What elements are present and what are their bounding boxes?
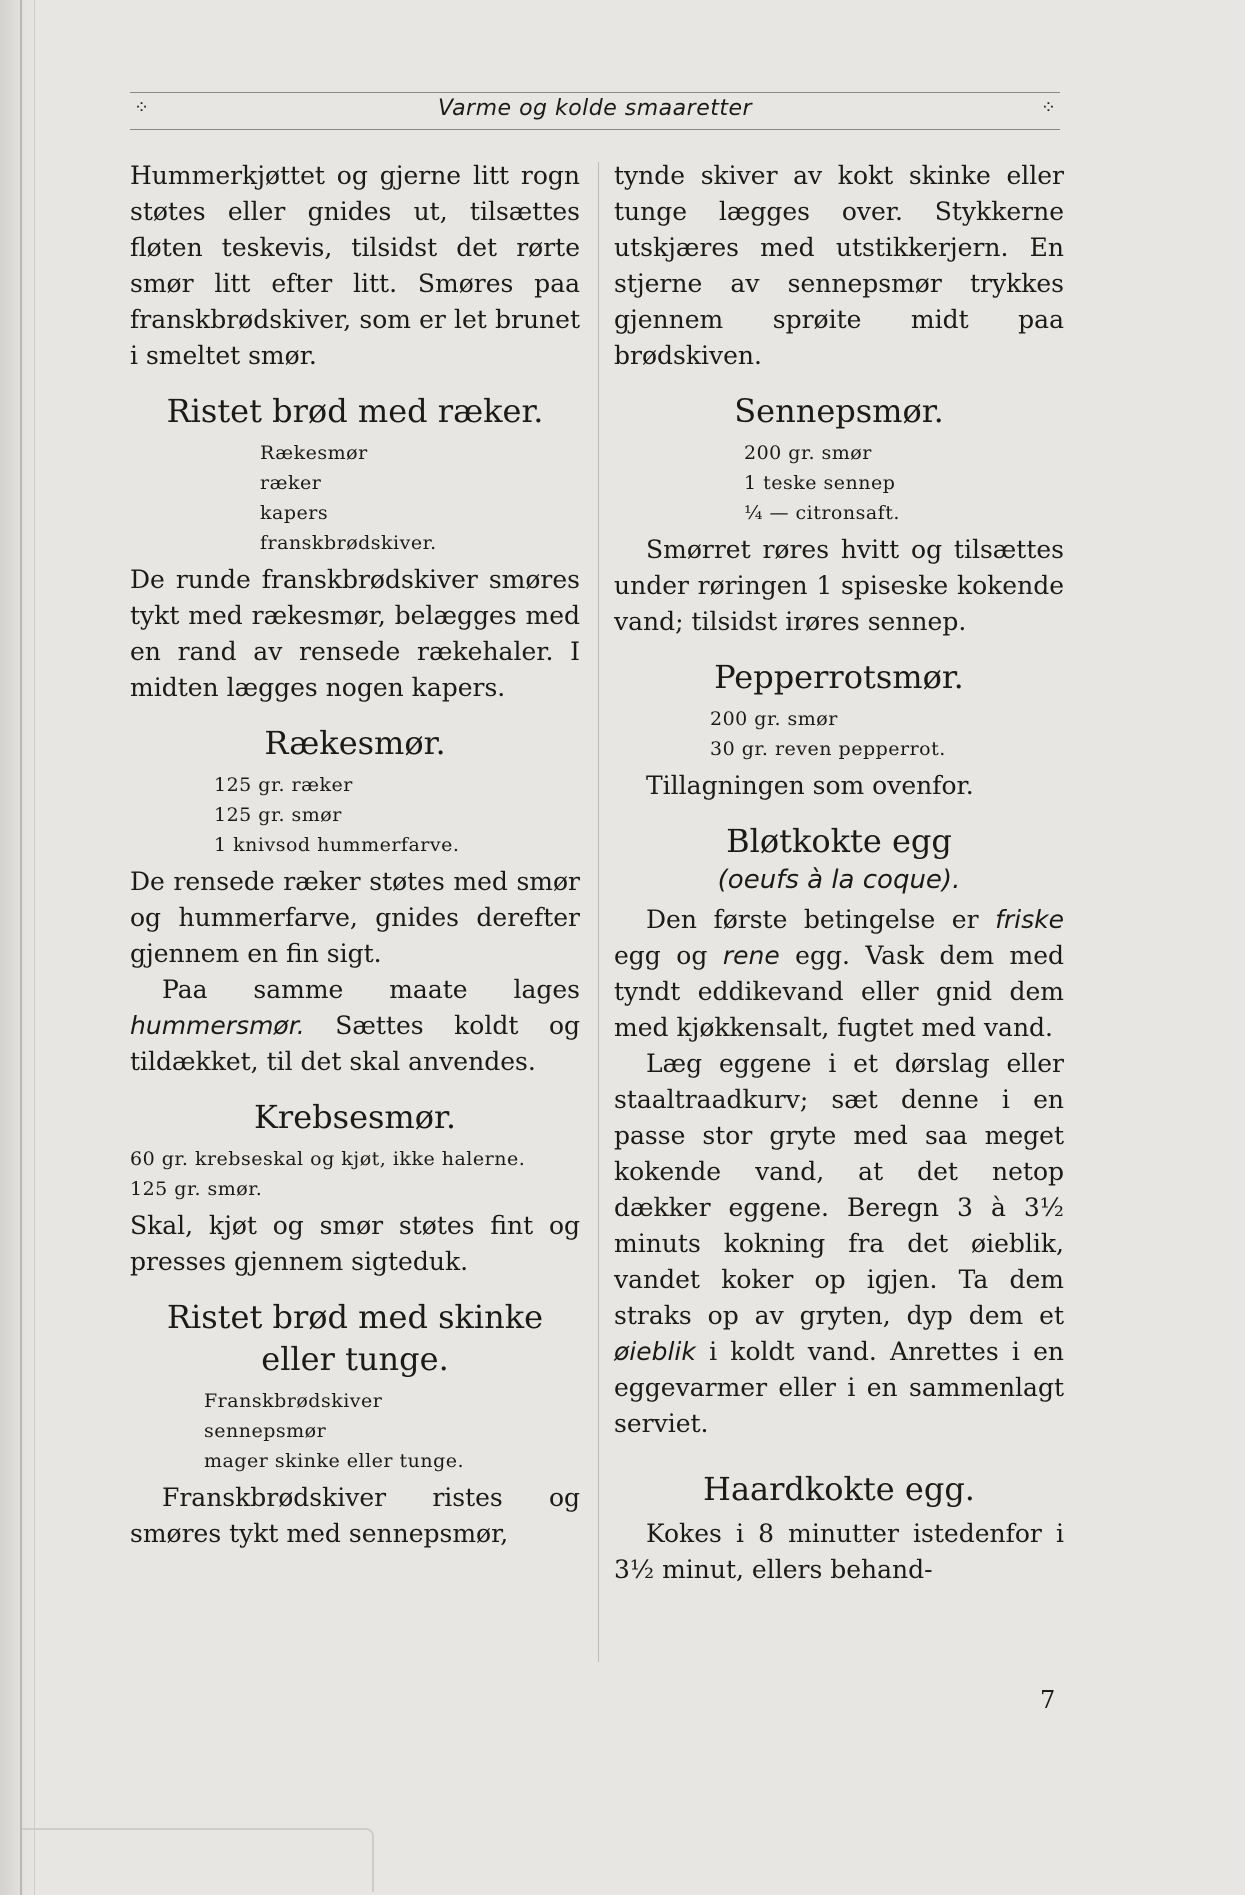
paragraph-intro: Hummerkjøttet og gjerne litt rogn støtes eller gnides ut, tilsættes fløten teskevis, tilsidst det rørte smør litt efter litt. Smøres paa franskbrødskiver, som er let brunet i smeltet smør.	[130, 161, 580, 370]
ingredient-list	[744, 438, 1064, 528]
scan-corner-mark	[22, 1828, 374, 1892]
text-run: Sættes koldt og tildækket, til det skal anvendes.	[130, 1011, 580, 1076]
ingredient-item: mager skinke eller tunge.	[204, 1450, 465, 1472]
text-run: egg. Vask dem med tyndt eddikevand eller gnid dem med kjøkkensalt, fugtet med vand.	[614, 941, 1065, 1042]
ingredient-item: 125 gr. ræker	[214, 774, 353, 796]
subtitle	[614, 862, 1064, 898]
emphasis: øieblik	[614, 1337, 696, 1366]
ingredient-item: 125 gr. smør	[214, 804, 342, 826]
paragraph	[130, 972, 580, 1080]
header-title: Varme og kolde smaaretter	[437, 96, 753, 121]
ingredient-item: ræker	[260, 472, 322, 494]
heading-raekesmor: Rækesmør.	[264, 724, 446, 762]
paragraph: De rensede ræker støtes med smør og hummerfarve, gnides derefter gjennem en fin sigt.	[130, 867, 580, 968]
ingredient-item: 200 gr. smør	[744, 442, 872, 464]
heading-haardkokte-egg: Haardkokte egg.	[703, 1470, 975, 1508]
text-run: i koldt vand. Anrettes i en eggevarmer eller i en sammenlagt serviet.	[614, 1337, 1064, 1438]
ingredient-item: Franskbrødskiver	[204, 1390, 383, 1412]
ingredient-item: ¼ — citronsaft.	[744, 502, 900, 524]
heading-ristet-brod-med-raeker: Ristet brød med ræker.	[166, 392, 544, 430]
paragraph-continued: tynde skiver av kokt skinke eller tunge lægges over. Stykkerne utskjæres med utstikkerjern. En stjerne av sennepsmør trykkes gjennem sprøite midt paa brødskiven.	[614, 161, 1064, 370]
text-run: Læg eggene i et dørslag eller staaltraadkurv; sæt denne i en passe stor gryte med saa meget kokende vand, at det netop dækker eggene. Beregn 3 à 3½ minuts kokning fra det øieblik, vandet koker op igjen. Ta dem straks op av gryten, dyp dem et	[614, 1049, 1064, 1330]
ingredient-item: kapers	[260, 502, 329, 524]
paragraph: Tillagningen som ovenfor.	[646, 771, 974, 800]
ingredient-list	[260, 438, 580, 558]
left-column	[130, 158, 580, 1552]
subtitle-text: (oeufs à la coque).	[717, 865, 961, 895]
paragraph	[614, 902, 1064, 1046]
heading-krebsesmor: Krebsesmør.	[254, 1098, 456, 1136]
ingredient-list	[204, 1386, 580, 1476]
paragraph: Kokes i 8 minutter istedenfor i 3½ minut, ellers behand-	[614, 1519, 1064, 1584]
text-run: egg og	[614, 941, 723, 970]
paragraph	[614, 1046, 1064, 1442]
ingredient-list	[710, 704, 1064, 764]
emphasis: hummersmør.	[130, 1011, 305, 1040]
ingredient-item: sennepsmør	[204, 1420, 327, 1442]
paragraph: Smørret røres hvitt og tilsættes under røringen 1 spiseske kokende vand; tilsidst irøres sennep.	[614, 535, 1064, 636]
text-run: Den første betingelse er	[646, 905, 996, 934]
paragraph: Franskbrødskiver ristes og smøres tykt med sennepsmør,	[130, 1483, 580, 1548]
ingredient-item: Rækesmør	[260, 442, 368, 464]
ingredient-list	[214, 770, 580, 860]
heading-blotkokte-egg: Bløtkokte egg	[726, 822, 952, 860]
ingredient-item: 30 gr. reven pepperrot.	[710, 738, 946, 760]
paragraph: De runde franskbrødskiver smøres tykt med rækesmør, belægges med en rand av rensede rækehaler. I midten lægges nogen kapers.	[130, 565, 580, 702]
running-header	[130, 92, 1060, 130]
ornament-right-icon: ⁘	[1040, 97, 1056, 118]
ingredient-item: 125 gr. smør.	[130, 1178, 263, 1200]
page-binding-edge	[0, 0, 35, 1895]
ingredient-item: franskbrødskiver.	[260, 532, 437, 554]
ingredient-item: 200 gr. smør	[710, 708, 838, 730]
paragraph: Skal, kjøt og smør støtes fint og presses gjennem sigteduk.	[130, 1211, 580, 1276]
right-column	[614, 158, 1064, 1588]
ingredient-item: 60 gr. krebseskal og kjøt, ikke halerne.	[130, 1148, 526, 1170]
heading-ristet-brod-med-skinke: Ristet brød med skinke eller tunge.	[166, 1298, 544, 1378]
ornament-left-icon: ⁘	[134, 97, 150, 118]
heading-pepperrotsmor: Pepperrotsmør.	[714, 658, 964, 696]
text-run: Paa samme maate lages	[162, 975, 580, 1004]
ingredient-item: 1 knivsod hummerfarve.	[214, 834, 460, 856]
emphasis: rene	[722, 941, 780, 970]
heading-sennepsmor: Sennepsmør.	[734, 392, 944, 430]
column-divider	[598, 162, 599, 1662]
page-number: 7	[1040, 1686, 1056, 1714]
ingredient-item: 1 teske sennep	[744, 472, 896, 494]
emphasis: friske	[995, 905, 1064, 934]
ingredient-list	[130, 1144, 580, 1204]
